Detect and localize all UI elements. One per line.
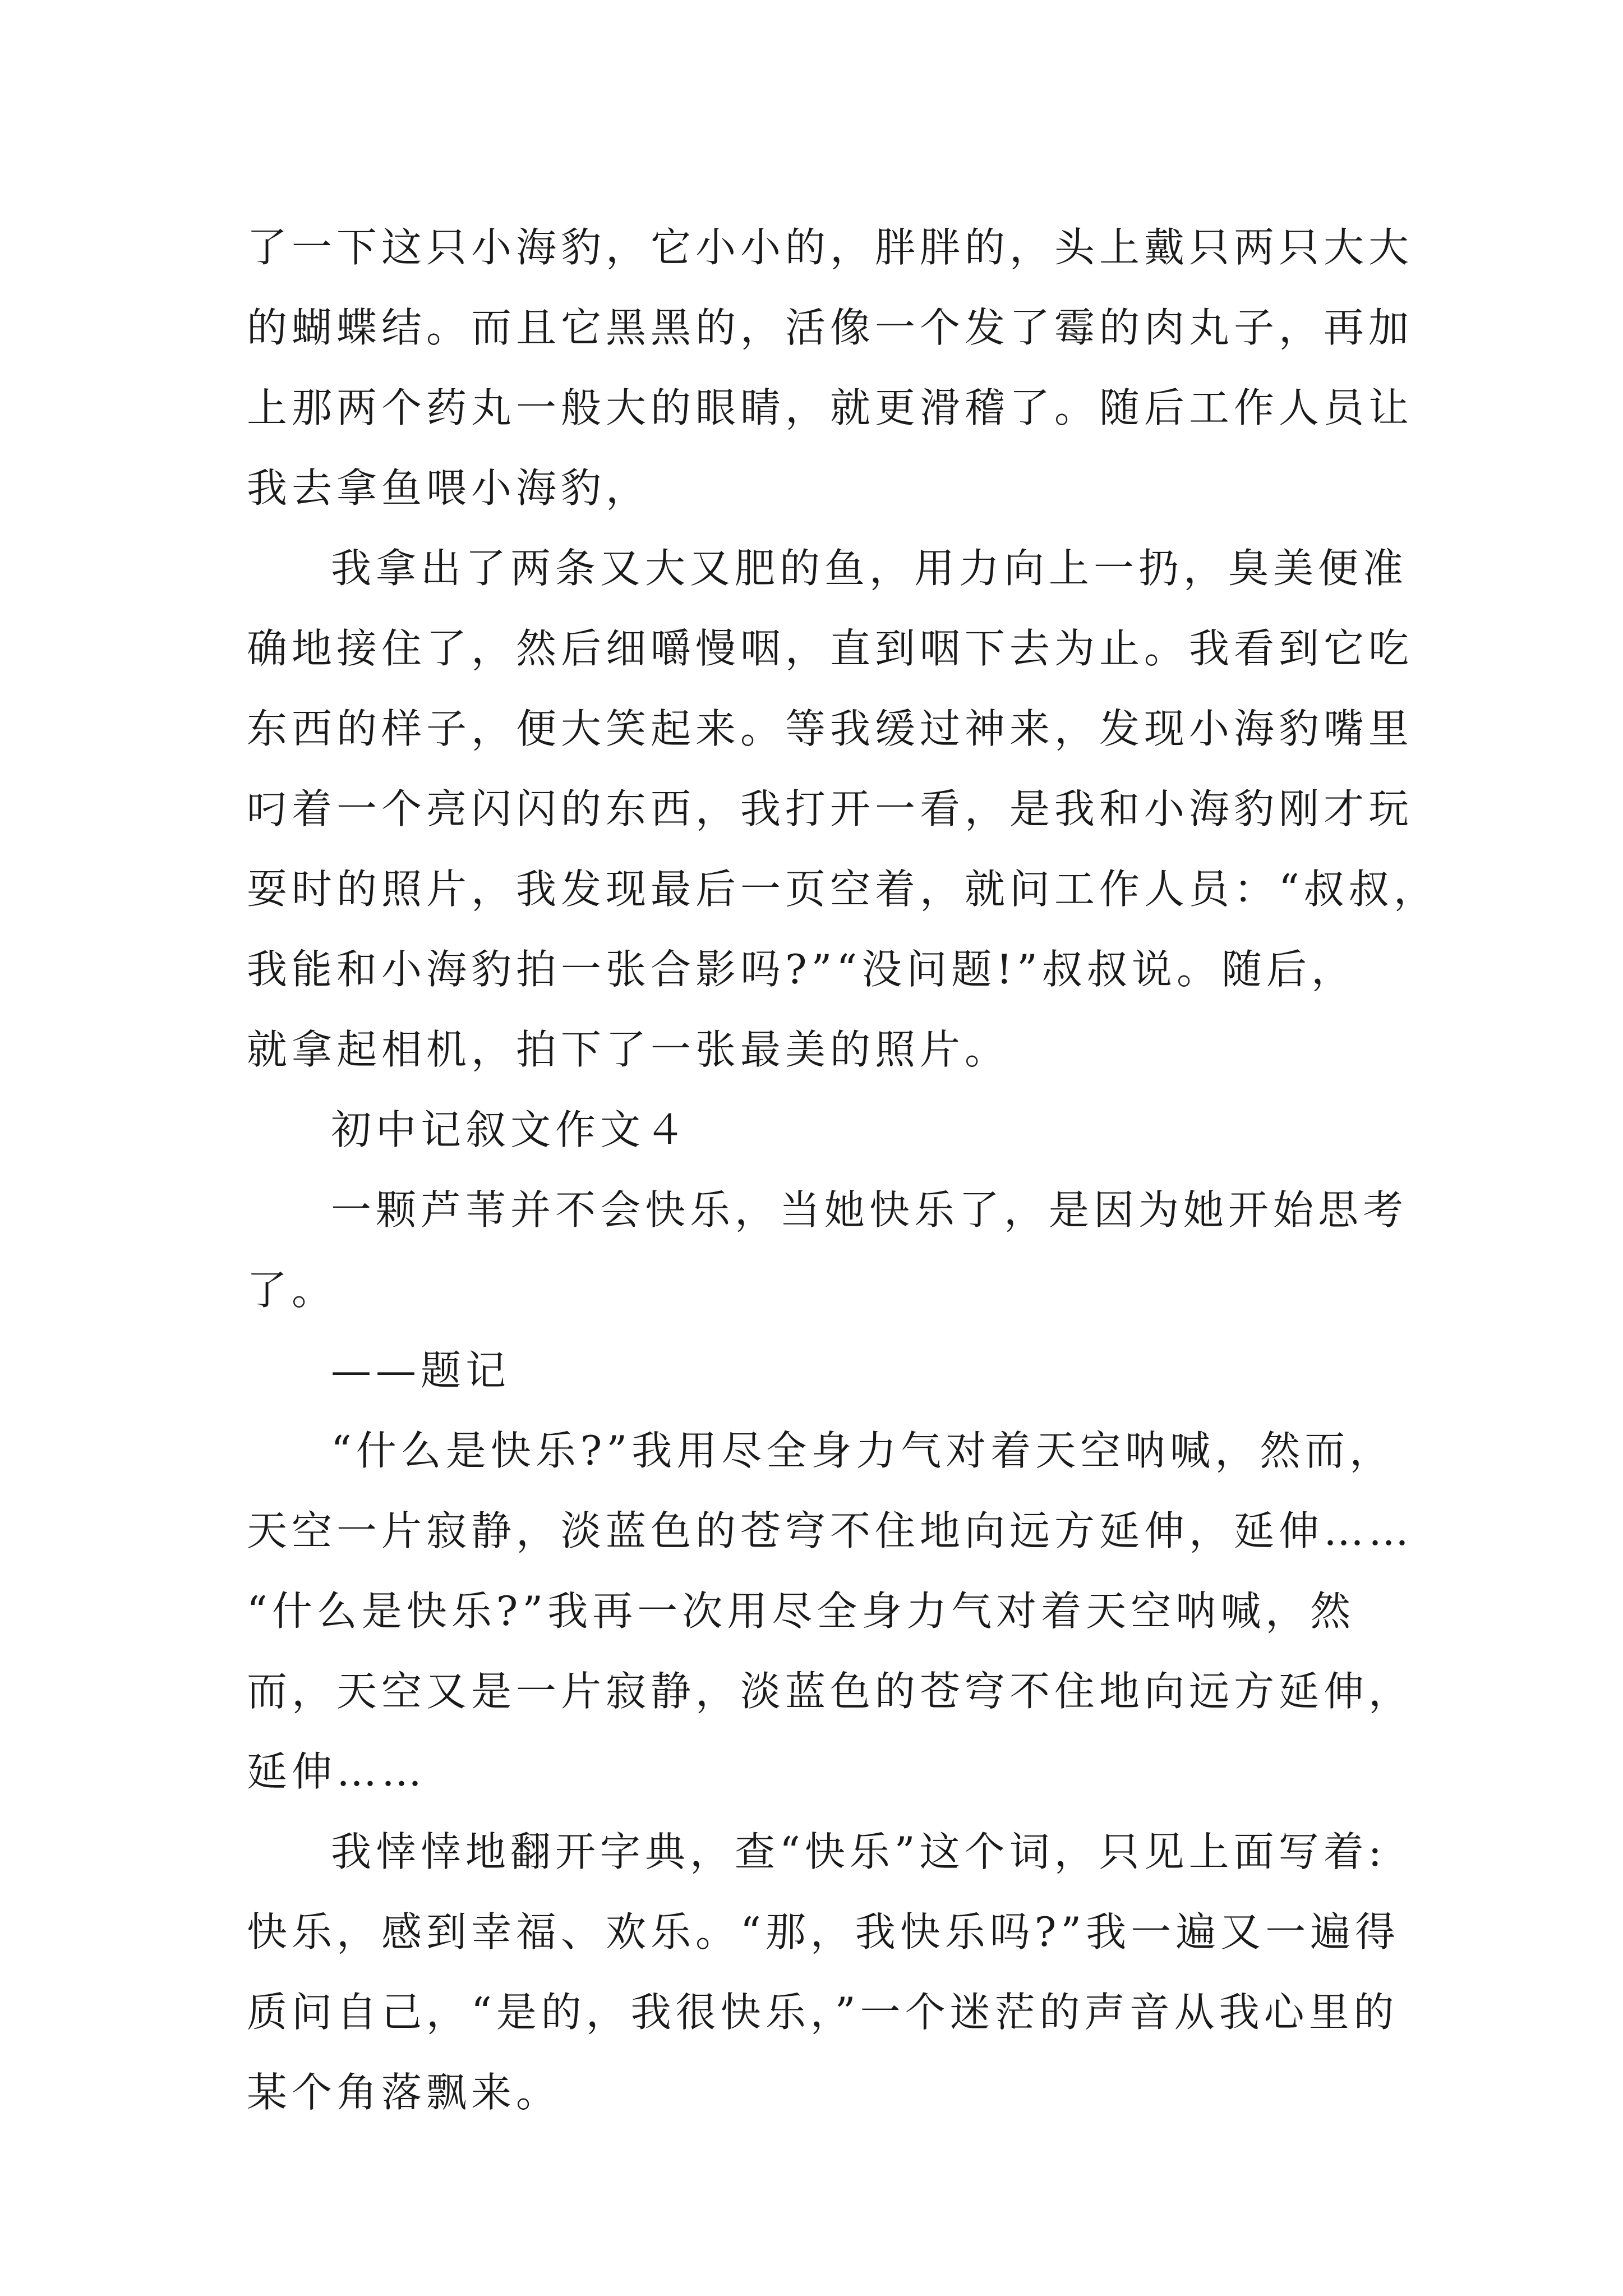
text-line: 确地接住了，然后细嚼慢咽，直到咽下去为止。我看到它吃 <box>247 625 1414 672</box>
section-heading: 初中记叙文作文４ <box>331 1106 690 1153</box>
text-line: 了。 <box>247 1267 337 1314</box>
text-line: 我能和小海豹拍一张合影吗?”“没问题!”叔叔说。随后， <box>247 946 1356 993</box>
text-line: 就拿起相机，拍下了一张最美的照片。 <box>247 1026 1010 1073</box>
text-line: 一颗芦苇并不会快乐，当她快乐了，是因为她开始思考 <box>331 1186 1408 1234</box>
text-line: 我悻悻地翻开字典，查“快乐”这个词，只见上面写着: <box>331 1828 1386 1875</box>
text-line: 而，天空又是一片寂静，淡蓝色的苍穹不住地向远方延伸， <box>247 1668 1414 1715</box>
text-line: 东西的样子，便大笑起来。等我缓过神来，发现小海豹嘴里 <box>247 705 1414 752</box>
text-line: “什么是快乐?”我用尽全身力气对着天空呐喊，然而， <box>331 1427 1395 1474</box>
text-line: 叼着一个亮闪闪的东西，我打开一看，是我和小海豹刚才玩 <box>247 785 1414 832</box>
text-line: 了一下这只小海豹，它小小的，胖胖的，头上戴只两只大大 <box>247 224 1414 271</box>
text-line: 天空一片寂静，淡蓝色的苍穹不住地向远方延伸，延伸…… <box>247 1507 1414 1554</box>
text-line: 某个角落飘来。 <box>247 2069 561 2116</box>
text-line: 快乐，感到幸福、欢乐。“那，我快乐吗?”我一遍又一遍得 <box>247 1908 1400 1955</box>
text-line: 上那两个药丸一般大的眼睛，就更滑稽了。随后工作人员让 <box>247 384 1414 431</box>
text-line: “什么是快乐?”我再一次用尽全身力气对着天空呐喊，然 <box>247 1588 1355 1635</box>
text-line: 质问自己，“是的，我很快乐，”一个迷茫的声音从我心里的 <box>247 1989 1399 2036</box>
text-line: 我去拿鱼喂小海豹， <box>247 464 651 512</box>
document-page <box>247 208 1438 2133</box>
epigraph-note: ——题记 <box>331 1347 511 1394</box>
text-line: 耍时的照片，我发现最后一页空着，就问工作人员：“叔叔， <box>247 866 1438 913</box>
text-line: 我拿出了两条又大又肥的鱼，用力向上一扔，臭美便准 <box>331 545 1408 592</box>
text-line: 延伸…… <box>247 1748 427 1795</box>
text-line: 的蝴蝶结。而且它黑黑的，活像一个发了霉的肉丸子，再加 <box>247 304 1414 351</box>
